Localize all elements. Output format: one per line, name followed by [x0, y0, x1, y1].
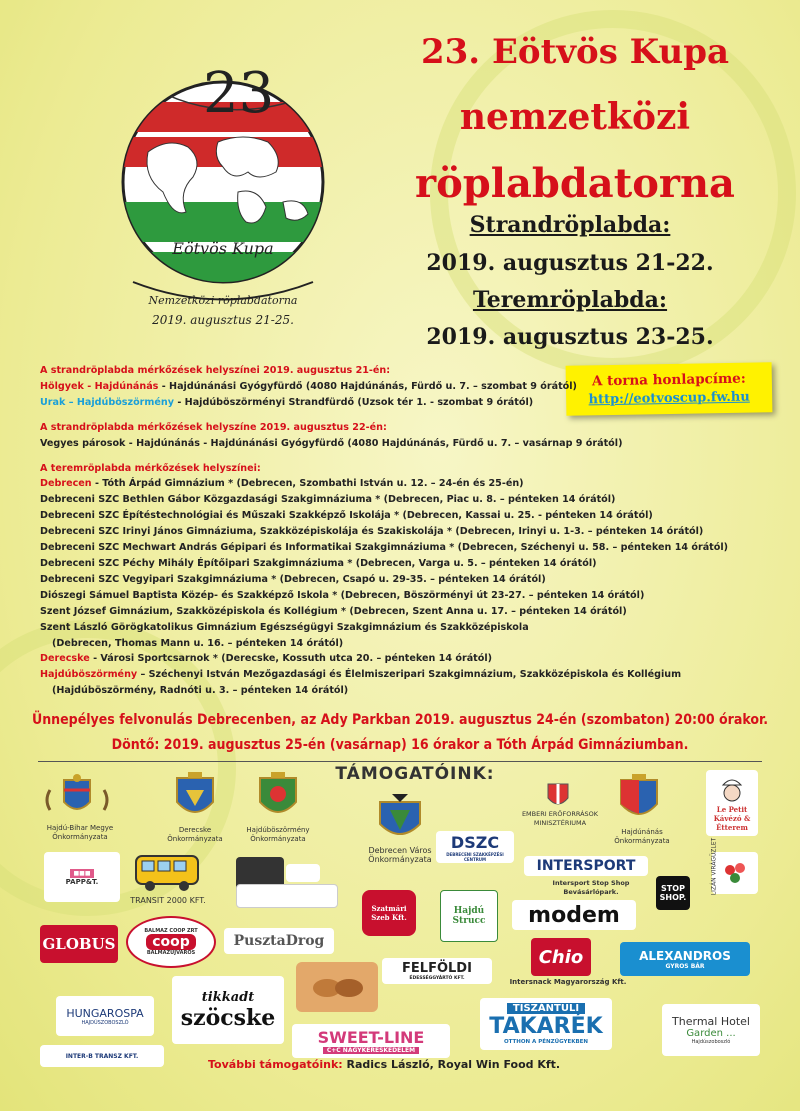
bakery-logo — [296, 962, 378, 1012]
indoor-venue-text: Szent József Gimnázium, Szakközépiskola és Kollégium * (Debrecen, Szent Anna u. 17. – pénteken 14 órától) — [40, 605, 627, 617]
inter-b-logo — [40, 1045, 164, 1067]
indoor-venue-line — [40, 667, 780, 683]
coop-logo — [126, 916, 216, 968]
logo-name: Eötvös Kupa — [172, 239, 274, 258]
dszc-sub: DEBRECENI SZAKKÉPZÉSI CENTRUM — [446, 851, 504, 862]
emmi-crest-icon — [540, 780, 576, 810]
felfoldi-logo — [382, 958, 492, 984]
indoor-venue-text: Diószegi Sámuel Baptista Közép- és Szakképző Iskola * (Debrecen, Böszörményi út 23-27. – pénteken 14 órától) — [40, 589, 645, 601]
transit-bus-icon — [132, 850, 202, 894]
papp-label: PAPP&T. — [65, 877, 99, 886]
further-label: További támogatóink: — [208, 1058, 343, 1071]
takarek-label: TAKARÉK — [489, 1014, 603, 1039]
car-info-card — [236, 884, 338, 908]
logo-subtitle: Nemzetközi röplabdatorna — [148, 294, 298, 307]
indoor-venue-text: (Debrecen, Thomas Mann u. 16. – pénteken 14 órától) — [52, 637, 344, 649]
indoor-venue-line — [40, 604, 780, 620]
title-line-3: röplabdatorna — [415, 160, 735, 207]
venue-rest: - Hajdúnánási Gyógyfürdő (4080 Hajdúnánás, Fürdő u. 7. – szombat 9 órától) — [158, 380, 577, 392]
venue-rest: - Hajdúböszörményi Strandfürdő (Uzsok tér 1. - szombat 9 órától) — [174, 396, 534, 408]
car-logo — [286, 864, 320, 882]
caption-lizan: LIZÁN VIRÁGÜZLET — [710, 837, 718, 896]
szatmari-logo — [362, 890, 416, 936]
le-petit-logo — [706, 770, 758, 836]
hungarospa-label: HUNGAROSPA — [66, 1006, 144, 1020]
takarek-sub: OTTHON A PÉNZÜGYEKBEN — [503, 1039, 589, 1045]
tikkadt-label-2: szöcske — [180, 1004, 276, 1031]
hajdunanas-crest-icon — [616, 774, 662, 824]
thermal-label-2: Garden ... — [686, 1028, 736, 1039]
caption-chio: Intersnack Magyarország Kft. — [509, 978, 627, 986]
indoor-venue-list — [40, 476, 780, 699]
sponsors-title: TÁMOGATÓINK: — [335, 764, 495, 784]
takarek-top: TISZÁNTÚLI — [507, 1003, 585, 1014]
venue-who: Hölgyek - Hajdúnánás — [40, 380, 159, 392]
thermal-label-1: Thermal Hotel — [672, 1015, 750, 1028]
felfoldi-sub: ÉDESSÉGGYÁRTÓ KFT. — [409, 976, 465, 981]
intersport-label: INTERSPORT — [536, 858, 636, 874]
website-link[interactable]: http://eotvoscup.fw.hu — [588, 389, 750, 408]
intersport-logo — [524, 856, 648, 876]
indoor-venue-line — [40, 683, 780, 699]
caption-emmi: EMBERI ERŐFORRÁSOK MINISZTÉRIUMA — [521, 810, 599, 827]
coop-bottom: BALMAZÚJVÁROS — [146, 950, 196, 956]
indoor-label: Teremröplabda: — [472, 287, 668, 313]
thermal-label-3: Hajdúszoboszló — [691, 1039, 731, 1045]
hajduboszormeny-crest-icon — [255, 772, 301, 822]
website-label: A torna honlapcíme: — [591, 370, 746, 390]
further-supporters — [208, 1058, 628, 1071]
indoor-venue-text: - Tóth Árpád Gimnázium * (Debrecen, Szombathi István u. 12. – 24-én és 25-én) — [91, 478, 524, 490]
indoor-venue-text: Debreceni SZC Irinyi János Gimnáziuma, Szakközépiskolája és Szakiskolája * (Debrecen, Irinyi u. 1-3. – pénteken 14 órától) — [40, 526, 704, 538]
indoor-venue-line — [40, 524, 780, 540]
papp-logo: ■■■ PAPP&T. — [44, 852, 120, 902]
caption-intersport: Intersport Stop Shop Bevásárlópark. — [552, 879, 630, 896]
indoor-venue-line — [40, 636, 780, 652]
venue-line — [40, 379, 780, 395]
indoor-venue-text: (Hajdúböszörmény, Radnóti u. 3. – pénteken 14 órától) — [52, 685, 349, 697]
indoor-venue-text: Debreceni SZC Mechwart András Gépipari és Informatikai Szakgimnáziuma * (Debrecen, Széchenyi u. 58. – pénteken 14 órától) — [40, 542, 729, 554]
le-petit-label: Le Petit Kávézó & Étterem — [713, 804, 751, 832]
hajdu-strucc-logo — [440, 890, 498, 942]
further-value: Radics László, Royal Win Food Kft. — [346, 1058, 561, 1071]
hajdu-strucc-label: Hajdú Strucc — [452, 906, 486, 926]
logo-number: 23 — [203, 61, 275, 126]
indoor-venue-line — [40, 476, 780, 492]
beach-day2-heading: A strandröplabda mérkőzések helyszíne 2019. augusztus 22-én: — [40, 421, 387, 433]
indoor-venue-line — [40, 588, 780, 604]
indoor-venue-line — [40, 620, 780, 636]
flower-icon — [720, 858, 750, 888]
beach-label: Strandröplabda: — [469, 212, 671, 238]
indoor-venue-line — [40, 556, 780, 572]
dszc-logo — [436, 831, 514, 863]
alexandros-logo — [620, 942, 750, 976]
indoor-venue-line — [40, 651, 780, 667]
caption-derecske: Derecske Önkormányzata — [167, 826, 223, 843]
indoor-venue-line — [40, 540, 780, 556]
hungarospa-logo — [56, 996, 154, 1036]
caption-hajduboszormeny: Hajdúböszörmény Önkormányzata — [246, 826, 310, 843]
lizan-logo — [712, 852, 758, 894]
venue-line: Vegyes párosok - Hajdúnánás - Hajdúnánási Gyógyfürdő (4080 Hajdúnánás, Fürdő u. 7. – vasárnap 9 órától) — [40, 437, 623, 449]
beach-dates: 2019. augusztus 21-22. — [426, 250, 714, 276]
indoor-venue-text: Debreceni SZC Péchy Mihály Építőipari Szakgimnáziuma * (Debrecen, Varga u. 5. – pénteken 14 órától) — [40, 557, 597, 569]
derecske-crest-icon — [172, 772, 218, 822]
venue-who: Urak – Hajdúböszörmény — [40, 396, 175, 408]
thermal-hotel-logo — [662, 1004, 760, 1056]
tikkadt-label-1: tikkadt — [201, 989, 255, 1005]
indoor-heading: A teremröplabda mérkőzések helyszínei: — [40, 462, 261, 474]
hungarospa-sub: HAJDÚSZOBOSZLÓ — [81, 1019, 129, 1026]
venue-line — [40, 395, 780, 411]
alexandros-sub: GYROS BÁR — [665, 962, 705, 970]
venue-info — [40, 363, 780, 699]
alexandros-label: ALEXANDROS — [639, 948, 731, 963]
indoor-venue-text: Debreceni SZC Vegyipari Szakgimnáziuma * (Debrecen, Csapó u. 29-35. – pénteken 14 órától) — [40, 573, 546, 585]
stopshop-logo — [656, 876, 690, 910]
felfoldi-label: FELFÖLDI — [402, 961, 472, 976]
title-line-1: 23. Eötvös Kupa — [420, 32, 730, 72]
indoor-venue-text: - Városi Sportcsarnok * (Derecske, Kossuth utca 20. – pénteken 14 órától) — [89, 653, 493, 665]
tournament-logo — [108, 42, 348, 342]
globus-label: GLOBUS — [42, 935, 116, 953]
indoor-venue-city: Derecske — [40, 653, 90, 665]
modem-logo — [512, 900, 636, 930]
hajdu-bihar-crest-icon — [42, 772, 112, 818]
chio-logo — [531, 938, 591, 976]
inter-b-label: INTER-B TRANSZ KFT. — [65, 1052, 139, 1060]
indoor-venue-line — [40, 572, 780, 588]
indoor-venue-line — [40, 508, 780, 524]
chio-label: Chio — [538, 946, 584, 968]
modem-label: modem — [528, 902, 620, 928]
tikkadt-szocske-logo — [172, 976, 284, 1044]
sweetline-logo — [292, 1024, 450, 1058]
sweetline-sub: C+C NAGYKERESKEDELEM — [323, 1047, 419, 1054]
stopshop-label: STOP SHOP. — [659, 884, 687, 902]
indoor-venue-line — [40, 492, 780, 508]
cookie-icon — [307, 972, 367, 1002]
indoor-venue-city: Debrecen — [40, 478, 92, 490]
pusztadrog-label: PusztaDrog — [233, 933, 325, 949]
final-line: Döntő: 2019. augusztus 25-én (vasárnap) 16 órakor a Tóth Árpád Gimnáziumban. — [111, 737, 689, 753]
szatmari-label: Szatmári Szeb Kft. — [371, 904, 407, 922]
indoor-venue-text: – Széchenyi István Mezőgazdasági és Élelmiszeripari Szakgimnázium, Szakközépiskola és Kollégium — [137, 669, 682, 681]
ceremony-line: Ünnepélyes felvonulás Debrecenben, az Ady Parkban 2019. augusztus 24-én (szombaton) 20:00 órakor. — [31, 712, 769, 728]
caption-transit: TRANSIT 2000 KFT. — [130, 896, 206, 905]
caption-hajdunanas: Hajdúnánás Önkormányzata — [614, 828, 670, 845]
dszc-label: DSZC — [450, 832, 500, 852]
coop-label: coop — [146, 934, 196, 950]
takarek-logo — [480, 998, 612, 1050]
globus-logo — [40, 925, 118, 963]
debrecen-crest-icon — [372, 792, 428, 844]
logo-dates: 2019. augusztus 21-25. — [152, 313, 294, 327]
indoor-venue-city: Hajdúböszörmény — [40, 669, 138, 681]
chef-icon — [717, 775, 747, 805]
indoor-dates: 2019. augusztus 23-25. — [426, 324, 714, 350]
indoor-venue-text: Debreceni SZC Bethlen Gábor Közgazdasági Szakgimnáziuma * (Debrecen, Piac u. 8. – pénteken 14 órától) — [40, 494, 616, 506]
sweetline-label: SWEET-LINE — [317, 1028, 425, 1047]
beach-day1-heading: A strandröplabda mérkőzések helyszínei 2019. augusztus 21-én: — [40, 365, 391, 376]
divider — [38, 761, 762, 762]
indoor-venue-text: Debreceni SZC Építéstechnológiai és Műszaki Szakképző Iskolája * (Debrecen, Kassai u. 25. - pénteken 14 órától) — [40, 510, 653, 522]
caption-hajdu-bihar: Hajdú-Bihar Megye Önkormányzata — [46, 824, 114, 841]
pusztadrog-logo — [224, 928, 334, 954]
indoor-venue-text: Szent László Görögkatolikus Gimnázium Egészségügyi Szakgimnázium és Szakközépiskola — [40, 621, 529, 633]
title-line-2: nemzetközi — [459, 96, 691, 138]
coop-top: BALMAZ COOP ZRT — [144, 928, 198, 934]
caption-debrecen: Debrecen Város Önkormányzata — [368, 846, 432, 864]
